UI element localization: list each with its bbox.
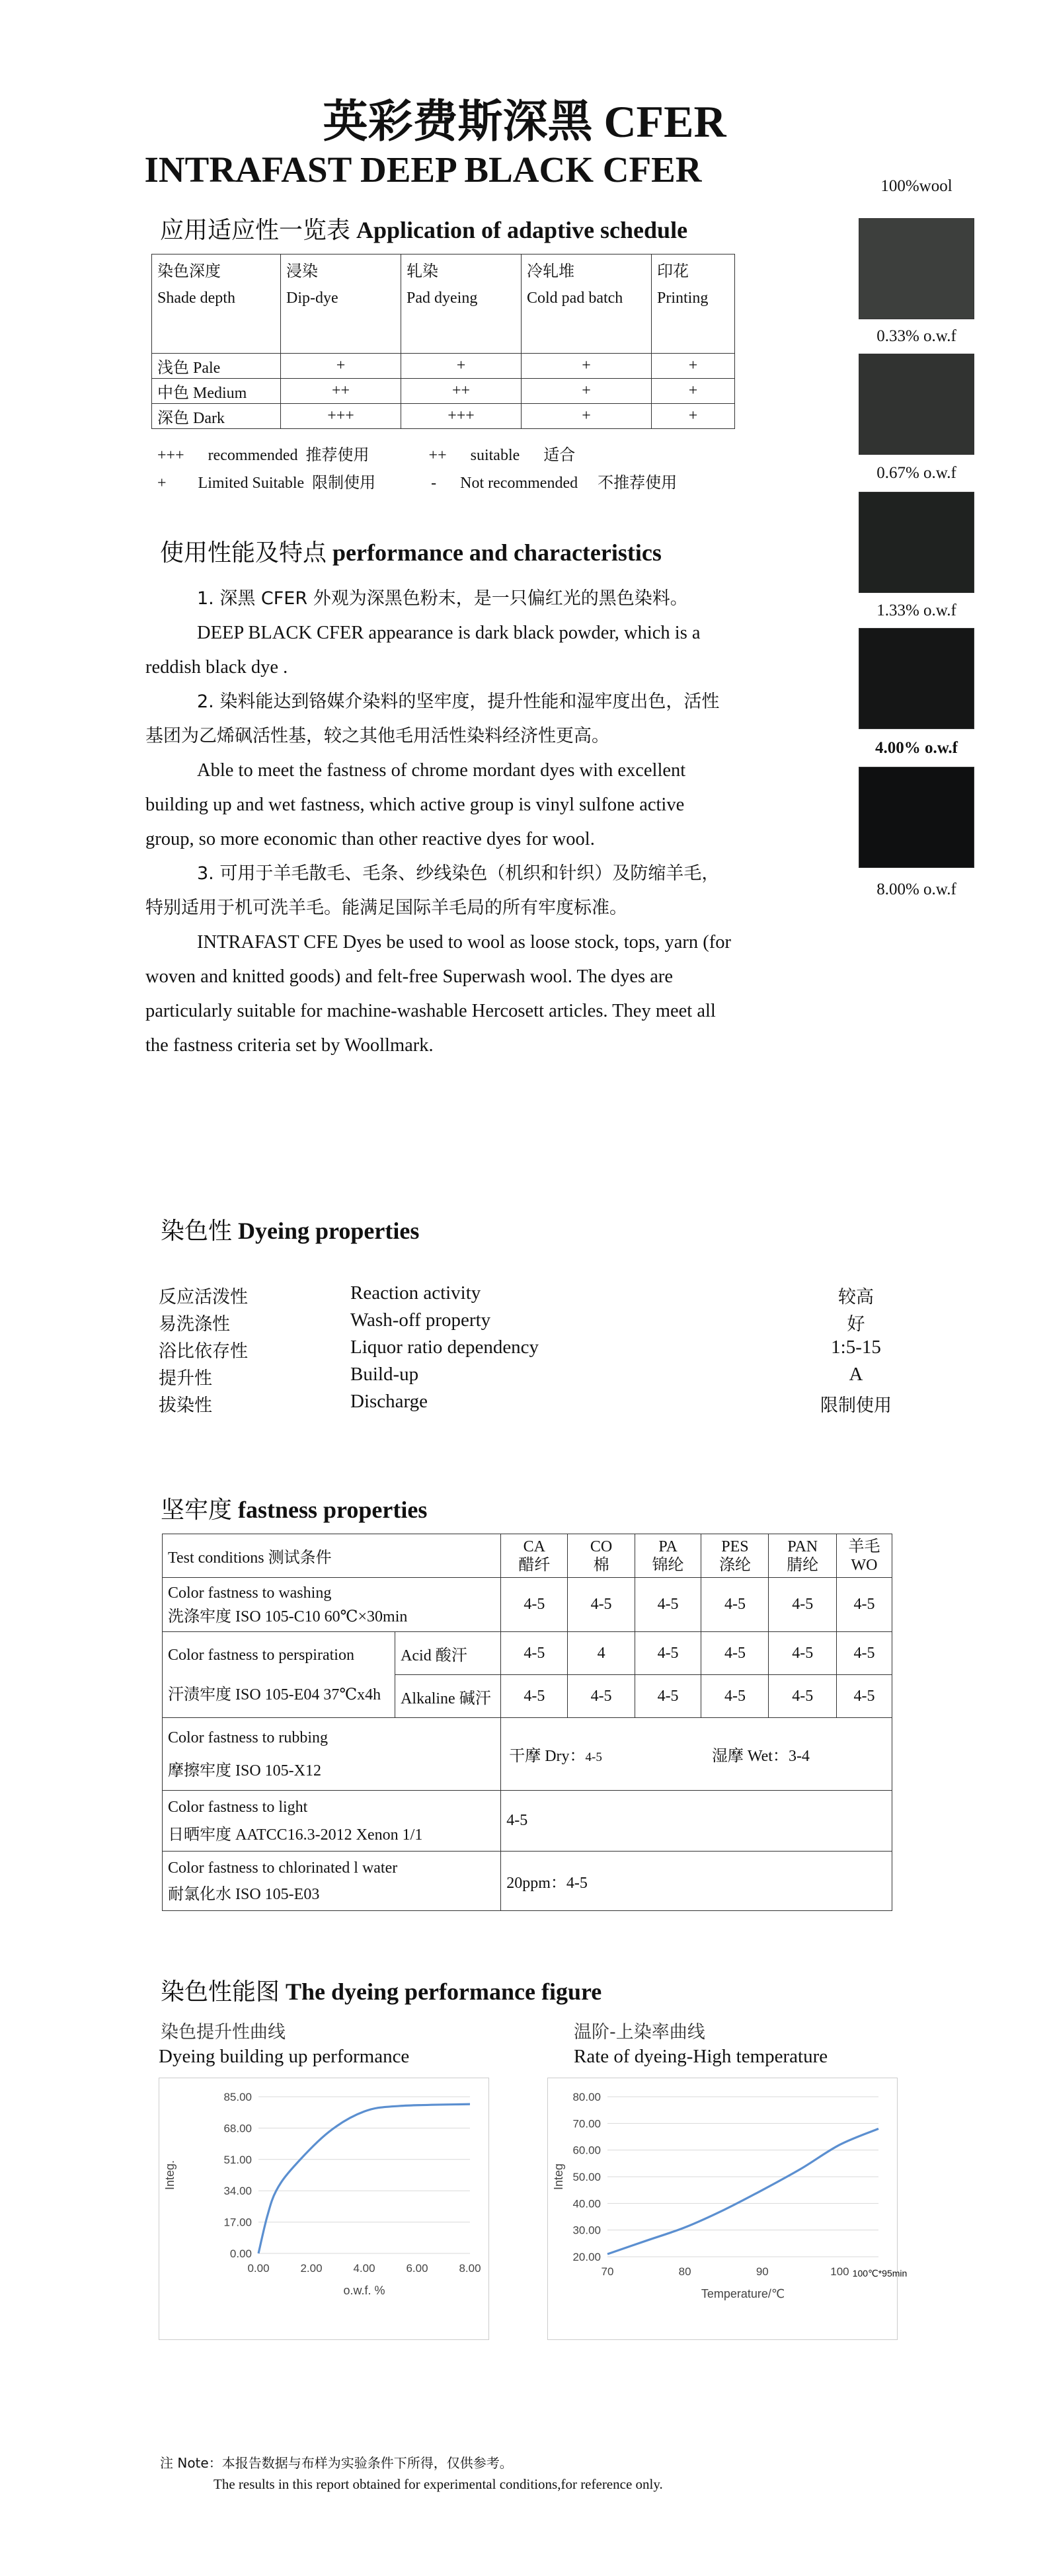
y-axis-label: Integ. [163,2160,176,2191]
x-tick-label: 4.00 [353,2262,375,2275]
x-axis-label: Temperature/℃ [701,2287,785,2300]
wet-value: 3-4 [788,1748,810,1765]
temperature-chart [548,2078,908,2341]
cell: 4-5 [701,1632,769,1675]
build-up-chart-frame [159,2078,489,2340]
y-tick-label: 34.00 [223,2185,252,2198]
cell: 深色 Dark [152,404,281,429]
cell: ++ [281,379,401,404]
x-tick-label: 0.00 [247,2262,270,2275]
application-heading-cn: 应用适应性一览表 [160,217,351,244]
p3-cn: 3. 可用于羊毛散毛、毛条、纱线染色（机织和针织）及防缩羊毛，特别适用于机可洗羊毛。能满足国际羊毛局的所有牢度标准。 [145,863,720,918]
cell: 4-5 [836,1632,892,1675]
cell: + [652,354,735,379]
prop-cn: 反应活泼性 [159,1287,248,1308]
chlorinated-row [163,1852,892,1911]
fastness-heading-cn: 坚牢度 [161,1497,233,1524]
cell: 4-5 [769,1578,837,1632]
left-chart-subtitle-cn: 染色提升性曲线 [161,2022,286,2043]
x-tick-label: 70 [601,2265,614,2278]
prop-cn: 提升性 [159,1368,212,1389]
p1-en: DEEP BLACK CFER appearance is dark black powder, which is a reddish black dye . [145,623,701,678]
y-tick-label: 50.00 [572,2171,601,2183]
cell: ++ [401,379,522,404]
col-pad-dyeing: 轧染 Pad dyeing [401,254,522,354]
note-line-2: The results in this report obtained for experimental conditions,for reference only. [214,2476,663,2492]
test-conditions-header: Test conditions 测试条件 [163,1534,501,1578]
left-chart-subtitle-en: Dyeing building up performance [159,2046,410,2067]
temperature-chart-frame [547,2078,908,2340]
cell: 4-5 [701,1578,769,1632]
y-tick-label: 40.00 [572,2197,601,2210]
washing-label: Color fastness to washing 洗涤牢度 ISO 105-C10 60℃×30min [163,1578,501,1632]
legend-line-1: +++ recommended 推荐使用 ++ suitable 适合 [157,447,576,464]
chlorinated-label: Color fastness to chlorinated l water 耐氯化水 ISO 105-E03 [163,1852,501,1911]
x-tick-label: 80 [678,2265,691,2278]
prop-cn: 浴比依存性 [159,1341,248,1362]
note-line-1: 注 Note：本报告数据与布样为实验条件下所得，仅供参考。 [160,2455,513,2471]
cell: + [652,379,735,404]
dyeing-props-heading-cn: 染色性 [161,1218,233,1245]
cell: +++ [281,404,401,429]
x-tick-label: 8.00 [459,2262,481,2275]
series-line [607,2128,878,2254]
application-heading [160,212,687,245]
fastness-table [162,1534,892,1911]
p2-cn: 2. 染料能达到铬媒介染料的坚牢度，提升性能和湿牢度出色，活性基团为乙烯砜活性基，较之其他毛用活性染料经济性更高。 [145,691,720,746]
x-axis-label: o.w.f. % [343,2284,385,2297]
page-title-en: INTRAFAST DEEP BLACK CFER [144,149,702,190]
alkaline-label: Alkaline 碱汗 [395,1675,501,1718]
build-up-chart [159,2078,490,2341]
y-tick-label: 85.00 [223,2091,252,2103]
cell: 4-5 [501,1675,568,1718]
prop-cn: 易洗涤性 [159,1314,230,1335]
right-chart-subtitle-cn: 温阶-上染率曲线 [574,2022,705,2043]
dry-label: 干摩 Dry： [509,1748,586,1765]
cell: + [522,404,652,429]
prop-value: 较高 [838,1287,874,1308]
cell: + [281,354,401,379]
y-tick-label: 17.00 [223,2216,252,2229]
x-tick-label: 90 [756,2265,769,2278]
right-chart-subtitle-en: Rate of dyeing-High temperature [574,2046,828,2067]
cell: 4-5 [501,1578,568,1632]
light-label: Color fastness to light 日晒牢度 AATCC16.3-2012 Xenon 1/1 [163,1791,501,1852]
performance-heading-cn: 使用性能及特点 [160,539,327,566]
performance-heading-en: performance and characteristics [332,539,662,566]
series-line [258,2104,470,2253]
swatch-label: 4.00% o.w.f [875,739,958,757]
fastness-heading-en: fastness properties [238,1497,428,1523]
rubbing-values [501,1718,892,1791]
acid-label: Acid 酸汗 [395,1632,501,1675]
cell: + [522,379,652,404]
cell: 4-5 [836,1675,892,1718]
fiber-header: CA 醋纤 [501,1534,568,1578]
cell: + [401,354,522,379]
application-table [151,254,735,429]
fiber-header: 羊毛 WO [836,1534,892,1578]
p3-en: INTRAFAST CFE Dyes be used to wool as loose stock, tops, yarn (for woven and knitted goods) and felt-free Superwash wool. The dyes are particularly suitable for machine-washable Hercosett articles. They meet all the fastness criteria set by Woollmark. [145,932,731,1056]
fiber-header: PES 涤纶 [701,1534,769,1578]
cell: +++ [401,404,522,429]
application-header-row [152,254,735,354]
y-tick-label: 60.00 [572,2144,601,2157]
swatch-label: 0.33% o.w.f [876,327,956,345]
dyeing-props-heading [161,1212,419,1246]
p1-cn: 1. 深黑 CFER 外观为深黑色粉末，是一只偏红光的黑色染料。 [197,588,688,609]
table-row [152,379,735,404]
rubbing-row [163,1718,892,1791]
y-tick-label: 68.00 [223,2122,252,2135]
fiber-header: PAN 腈纶 [769,1534,837,1578]
cell: 4-5 [769,1675,837,1718]
prop-cn: 拔染性 [159,1395,212,1416]
prop-en: Reaction activity [350,1282,481,1304]
y-tick-label: 20.00 [572,2251,601,2263]
x-tick-label: 100 [830,2265,849,2278]
table-row [152,354,735,379]
prop-en: Build-up [350,1364,419,1385]
perspiration-acid-row [163,1632,892,1675]
prop-en: Discharge [350,1391,428,1412]
x-tick-label: 6.00 [406,2262,428,2275]
page-title-cn: 英彩费斯深黑 CFER [323,97,726,147]
prop-value: 限制使用 [820,1395,892,1416]
light-value: 4-5 [501,1791,892,1852]
y-tick-label: 0.00 [229,2247,252,2260]
cell: 4-5 [635,1632,701,1675]
cell: 中色 Medium [152,379,281,404]
cell: 4-5 [501,1632,568,1675]
x-tick-label: 2.00 [300,2262,323,2275]
figures-heading [161,1973,602,2007]
color-swatch [859,354,974,455]
col-shade-depth: 染色深度 Shade depth [152,254,281,354]
color-swatch [859,767,974,868]
cell: 4-5 [836,1578,892,1632]
swatch-label: 8.00% o.w.f [876,880,956,898]
cell: + [652,404,735,429]
rubbing-label: Color fastness to rubbing 摩擦牢度 ISO 105-X12 [163,1718,501,1791]
color-swatch [859,628,974,729]
cell: 4-5 [568,1675,635,1718]
fiber-header: PA 锦纶 [635,1534,701,1578]
wet-label: 湿摩 Wet： [711,1748,789,1765]
cell: + [522,354,652,379]
swatch-label: 0.67% o.w.f [876,464,956,482]
swatch-header: 100%wool [880,177,952,195]
performance-text [145,582,734,1063]
col-printing: 印花 Printing [652,254,735,354]
swatch-label: 1.33% o.w.f [876,602,956,619]
color-swatch [859,218,974,319]
prop-en: Liquor ratio dependency [350,1337,539,1358]
legend-line-2: + Limited Suitable 限制使用 - Not recommended 不推荐使用 [157,475,678,492]
fastness-heading [161,1491,427,1525]
fastness-header-row [163,1534,892,1578]
washing-row [163,1578,892,1632]
performance-heading [160,534,662,568]
y-tick-label: 80.00 [572,2091,601,2103]
y-tick-label: 51.00 [223,2153,252,2166]
figures-heading-en: The dyeing performance figure [286,1978,602,2005]
cell: 4-5 [568,1578,635,1632]
fiber-header: CO 棉 [568,1534,635,1578]
cell: 浅色 Pale [152,354,281,379]
application-heading-en: Application of adaptive schedule [356,217,688,243]
col-cold-pad-batch: 冷轧堆 Cold pad batch [522,254,652,354]
y-tick-label: 30.00 [572,2224,601,2237]
cell: 4-5 [635,1675,701,1718]
x-tick-label: 100℃*95min [852,2268,908,2279]
dyeing-props-heading-en: Dyeing properties [238,1218,420,1244]
prop-value: 1:5-15 [831,1337,881,1358]
chlorinated-value: 20ppm：4-5 [501,1852,892,1911]
cell: 4-5 [769,1632,837,1675]
cell: 4-5 [635,1578,701,1632]
prop-value: A [849,1364,863,1385]
y-axis-label: Integ [552,2163,565,2191]
light-row [163,1791,892,1852]
p2-en: Able to meet the fastness of chrome mordant dyes with excellent building up and wet fastness, which active group is vinyl sulfone active group, so more economic than other reactive dyes for wool. [145,760,686,849]
y-tick-label: 70.00 [572,2117,601,2130]
table-row [152,404,735,429]
cell: 4 [568,1632,635,1675]
color-swatch [859,492,974,593]
figures-heading-cn: 染色性能图 [161,1978,280,2006]
prop-value: 好 [847,1314,865,1335]
cell: 4-5 [701,1675,769,1718]
dry-value: 4-5 [585,1750,602,1764]
perspiration-label: Color fastness to perspiration 汗渍牢度 ISO 105-E04 37℃x4h [163,1632,395,1718]
col-dip-dye: 浸染 Dip-dye [281,254,401,354]
prop-en: Wash-off property [350,1309,491,1331]
